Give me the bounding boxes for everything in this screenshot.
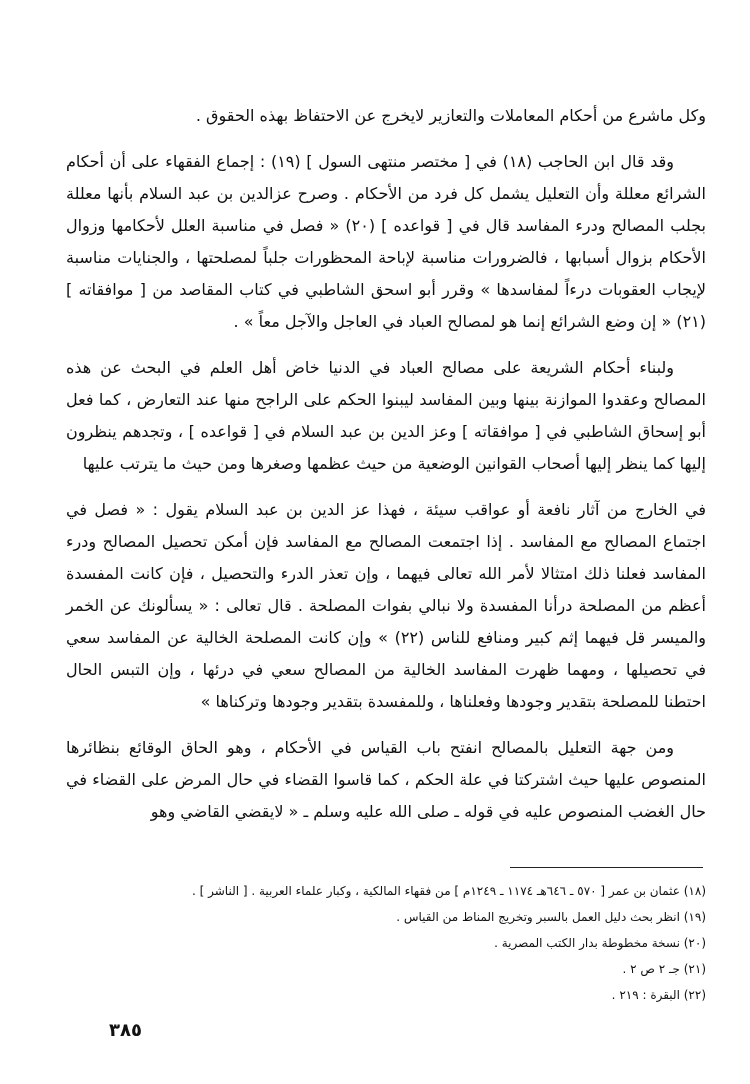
footnote: (٢١) جـ ٢ ص ٢ . bbox=[622, 962, 706, 976]
footnote: (٢٠) نسخة مخطوطة بدار الكتب المصرية . bbox=[494, 936, 706, 950]
footnotes bbox=[66, 878, 706, 1008]
paragraph: في الخارج من آثار نافعة أو عواقب سيئة ، فهذا عز الدين بن عبد السلام يقول : « فصل في اجتماع المصالح مع المفاسد . إذا اجتمعت المصالح مع المفاسد فإن أمكن تحصيل المصالح ودرء المفاسد فعلنا ذلك امتثالا لأمر الله تعالى فيهما ، وإن تعذر الدرء والتحصيل ، فإن كانت المفسدة أعظم من المصلحة درأنا المفسدة ولا نبالي بفوات المصلحة . قال تعالى : « يسألونك عن الخمر والميسر قل فيهما إثم كبير ومنافع للناس (٢٢) » وإن كانت المصلحة الخالية عن المفاسد سعي في تحصيلها ، ومهما ظهرت المفاسد الخالية من المصالح سعي في درئها ، وإن التبس الحال احتطنا للمصلحة بتقدير وجودها وفعلناها ، وللمفسدة بتقدير وجودها وتركناها » bbox=[66, 500, 707, 711]
footnote: (١٨) عثمان بن عمر [ ٥٧٠ ـ ٦٤٦هـ ١١٧٤ ـ ١٢٤٩م ] من فقهاء المالكية ، وكبار علماء العربية . [ الناشر ] . bbox=[191, 884, 706, 898]
body-text bbox=[66, 100, 706, 842]
paragraph: وكل ماشرع من أحكام المعاملات والتعازير لايخرج عن الاحتفاظ بهذه الحقوق . bbox=[195, 106, 706, 125]
footnote-divider bbox=[510, 867, 703, 868]
paragraph: ومن جهة التعليل بالمصالح انفتح باب القياس في الأحكام ، وهو الحاق الوقائع بنظائرها المنصوص عليها حيث اشتركتا في علة الحكم ، كما قاسوا القضاء في حال المرض على القضاء في حال الغضب المنصوص عليه في قوله ـ صلى الله عليه وسلم ـ « لايقضي القاضي وهو bbox=[66, 738, 706, 821]
paragraph: وقد قال ابن الحاجب (١٨) في [ مختصر منتهى السول ] (١٩) : إجماع الفقهاء على أن أحكام الشرائع معللة وأن التعليل يشمل كل فرد من الأحكام . وصرح عزالدين بن عبد السلام بأنها معللة بجلب المصالح ودرء المفاسد قال في [ قواعده ] (٢٠) « فصل في مناسبة العلل لأحكامها وزوال الأحكام بزوال أسبابها ، فالضرورات مناسبة لإباحة المحظورات جلباً لمصلحتها ، والجنايات مناسبة لإيجاب العقوبات درءاً لمفاسدها » وقرر أبو اسحق الشاطبي في كتاب المقاصد من [ موافقاته ] (٢١) « إن وضع الشرائع إنما هو لمصالح العباد في العاجل والآجل معاً » . bbox=[66, 152, 707, 331]
page-number: ٣٨٥ bbox=[109, 1020, 142, 1041]
paragraph: ولبناء أحكام الشريعة على مصالح العباد في الدنيا خاض أهل العلم في البحث عن هذه المصالح وعقدوا الموازنة بينها وبين المفاسد ليبنوا الحكم على الراجح منها عند التعارض ، كما فعل أبو إسحاق الشاطبي في [ موافقاته ] وعز الدين بن عبد السلام في [ قواعده ] ، وتجدهم ينظرون إليها كما ينظر إليها أصحاب القوانين الوضعية من حيث عظمها وصغرها ومن حيث ما يترتب عليها bbox=[66, 358, 706, 473]
footnote: (٢٢) البقرة : ٢١٩ . bbox=[611, 988, 706, 1002]
footnote: (١٩) انظر بحث دليل العمل بالسبر وتخريج المناط من القياس . bbox=[396, 910, 706, 924]
